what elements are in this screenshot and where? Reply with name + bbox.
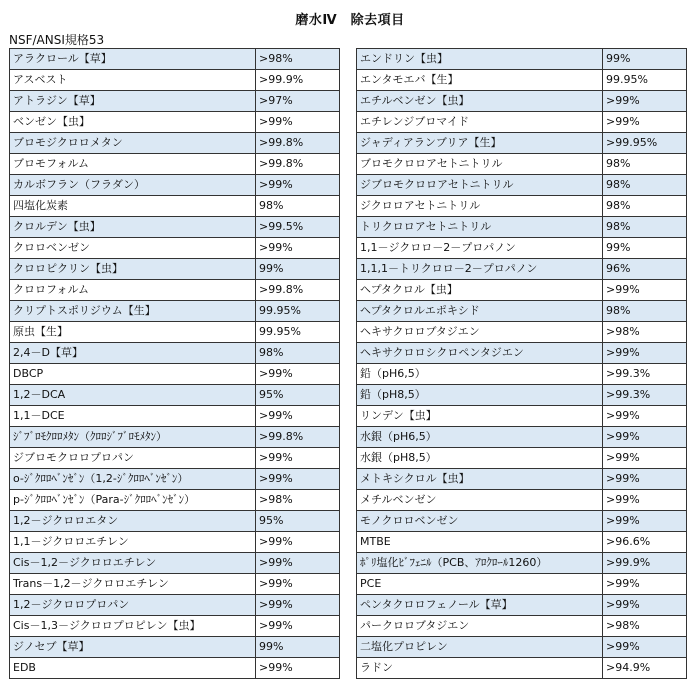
table-row xyxy=(357,469,687,490)
table-row xyxy=(357,406,687,427)
contaminant-name: ジブロモクロロアセトニトリル xyxy=(357,175,603,196)
table-row xyxy=(357,595,687,616)
contaminant-name: ジャディアランブリア【生】 xyxy=(357,133,603,154)
table-row xyxy=(357,637,687,658)
removal-rate: 95% xyxy=(256,511,340,532)
table-row xyxy=(10,553,340,574)
contaminant-name: ｼﾞﾌﾞﾛﾓｸﾛﾛﾒﾀﾝ（ｸﾛﾛｼﾞﾌﾞﾛﾓﾒﾀﾝ） xyxy=(10,427,256,448)
table-row xyxy=(357,196,687,217)
removal-rate: >99% xyxy=(256,553,340,574)
table-row xyxy=(10,133,340,154)
contaminant-name: クリプトスポリジウム【生】 xyxy=(10,301,256,322)
removal-rate: >99% xyxy=(256,574,340,595)
table-row xyxy=(357,385,687,406)
table-row xyxy=(10,196,340,217)
table-row xyxy=(10,364,340,385)
contaminant-name: ﾎﾟﾘ塩化ﾋﾞﾌｪﾆﾙ（PCB、ｱﾛｸﾛｰﾙ1260） xyxy=(357,553,603,574)
removal-rate: >99% xyxy=(256,616,340,637)
removal-rate: 98% xyxy=(256,343,340,364)
table-row xyxy=(10,595,340,616)
removal-rate: >99% xyxy=(256,175,340,196)
table-row xyxy=(357,532,687,553)
removal-rate: 98% xyxy=(603,175,687,196)
contaminant-name: ヘキサクロロブタジエン xyxy=(357,322,603,343)
table-row xyxy=(10,259,340,280)
contaminant-name: DBCP xyxy=(10,364,256,385)
contaminant-name: 1,2－DCA xyxy=(10,385,256,406)
removal-rate: >99% xyxy=(603,574,687,595)
removal-rate: >99.8% xyxy=(256,280,340,301)
contaminant-name: ジブロモクロロプロパン xyxy=(10,448,256,469)
table-row xyxy=(10,658,340,679)
table-row xyxy=(10,427,340,448)
table-row xyxy=(10,385,340,406)
table-row xyxy=(357,112,687,133)
contaminant-name: トリクロロアセトニトリル xyxy=(357,217,603,238)
contaminant-name: リンデン【虫】 xyxy=(357,406,603,427)
contaminant-name: 1,1－DCE xyxy=(10,406,256,427)
contaminant-name: ヘプタクロルエポキシド xyxy=(357,301,603,322)
table-row xyxy=(10,448,340,469)
contaminant-name: エンタモエバ【生】 xyxy=(357,70,603,91)
table-row xyxy=(10,175,340,196)
removal-rate: >99% xyxy=(256,364,340,385)
table-row xyxy=(357,217,687,238)
table-row xyxy=(357,427,687,448)
table-row xyxy=(10,406,340,427)
contaminant-name: クロロベンゼン xyxy=(10,238,256,259)
removal-rate: >99% xyxy=(603,469,687,490)
page-title: 磨水Ⅳ 除去項目 xyxy=(295,13,405,28)
table-row xyxy=(357,574,687,595)
removal-rate: >99% xyxy=(256,469,340,490)
removal-rate: 99% xyxy=(603,238,687,259)
removal-rate: 98% xyxy=(603,154,687,175)
table-row xyxy=(10,616,340,637)
removal-rate: >98% xyxy=(256,49,340,70)
removal-rate: >99% xyxy=(603,112,687,133)
removal-rate: >94.9% xyxy=(603,658,687,679)
removal-rate: >99% xyxy=(603,91,687,112)
removal-rate: >99% xyxy=(256,112,340,133)
contaminant-name: エチレンジブロマイド xyxy=(357,112,603,133)
removal-rate: >98% xyxy=(603,616,687,637)
table-row xyxy=(357,49,687,70)
removal-rate: >99.8% xyxy=(256,154,340,175)
contaminant-name: 鉛（pH6,5） xyxy=(357,364,603,385)
contaminant-name: エチルベンゼン【虫】 xyxy=(357,91,603,112)
removal-rate: >99% xyxy=(603,406,687,427)
removal-rate: 99.95% xyxy=(603,70,687,91)
contaminant-name: クロルデン【虫】 xyxy=(10,217,256,238)
contaminant-name: メチルベンゼン xyxy=(357,490,603,511)
contaminant-name: 四塩化炭素 xyxy=(10,196,256,217)
removal-rate: 99.95% xyxy=(256,322,340,343)
table-row xyxy=(357,259,687,280)
removal-rate: >99% xyxy=(603,490,687,511)
contaminant-name: 水銀（pH8,5） xyxy=(357,448,603,469)
removal-rate: >96.6% xyxy=(603,532,687,553)
contaminant-name: Cis－1,2－ジクロロエチレン xyxy=(10,553,256,574)
removal-rate: >99% xyxy=(256,595,340,616)
table-row xyxy=(10,469,340,490)
removal-rate: >99.5% xyxy=(256,217,340,238)
removal-rate: 96% xyxy=(603,259,687,280)
contaminant-name: ペンタクロロフェノール【草】 xyxy=(357,595,603,616)
contaminant-name: ベンゼン【虫】 xyxy=(10,112,256,133)
table-row xyxy=(10,511,340,532)
removal-rate: >99% xyxy=(603,448,687,469)
removal-rate: >99.8% xyxy=(256,133,340,154)
removal-rate: >98% xyxy=(603,322,687,343)
removal-rate: >99% xyxy=(603,637,687,658)
table-row xyxy=(10,532,340,553)
table-row xyxy=(10,238,340,259)
contaminant-name: 1,2－ジクロロプロパン xyxy=(10,595,256,616)
removal-rate: >99.9% xyxy=(256,70,340,91)
contaminant-name: カルボフラン（フラダン） xyxy=(10,175,256,196)
contaminant-name: p-ｼﾞｸﾛﾛﾍﾞﾝｾﾞﾝ（Para-ｼﾞｸﾛﾛﾍﾞﾝｾﾞﾝ） xyxy=(10,490,256,511)
contaminant-name: Trans－1,2－ジクロロエチレン xyxy=(10,574,256,595)
table-row xyxy=(10,91,340,112)
removal-rate: >99% xyxy=(603,427,687,448)
removal-rate: >99% xyxy=(603,280,687,301)
contaminant-name: 1,1－ジクロロ－2－プロパノン xyxy=(357,238,603,259)
table-row xyxy=(357,511,687,532)
contaminant-name: ブロモジクロロメタン xyxy=(10,133,256,154)
table-row xyxy=(10,490,340,511)
table-row xyxy=(10,637,340,658)
contaminant-name: ジノセブ【草】 xyxy=(10,637,256,658)
contaminant-name: 1,2－ジクロロエタン xyxy=(10,511,256,532)
table-row xyxy=(357,448,687,469)
removal-rate: >99.3% xyxy=(603,364,687,385)
removal-rate: 95% xyxy=(256,385,340,406)
table-row xyxy=(10,154,340,175)
removal-rate: >99.95% xyxy=(603,133,687,154)
contaminant-name: 1,1,1－トリクロロ－2－プロパノン xyxy=(357,259,603,280)
table-row xyxy=(357,175,687,196)
table-row xyxy=(10,280,340,301)
contaminant-name: ブロモクロロアセトニトリル xyxy=(357,154,603,175)
contaminant-name: アラクロール【草】 xyxy=(10,49,256,70)
removal-rate: >97% xyxy=(256,91,340,112)
table-row xyxy=(10,217,340,238)
table-row xyxy=(357,553,687,574)
contaminant-name: MTBE xyxy=(357,532,603,553)
contaminant-name: 水銀（pH6,5） xyxy=(357,427,603,448)
table-row xyxy=(357,301,687,322)
removal-rate: 99% xyxy=(256,637,340,658)
contaminant-name: ヘプタクロル【虫】 xyxy=(357,280,603,301)
table-row xyxy=(357,616,687,637)
removal-rate: >99% xyxy=(256,532,340,553)
table-row xyxy=(10,301,340,322)
contaminant-name: モノクロロベンゼン xyxy=(357,511,603,532)
removal-rate: >99% xyxy=(603,511,687,532)
table-row xyxy=(357,658,687,679)
table-row xyxy=(357,238,687,259)
removal-rate: >99% xyxy=(256,448,340,469)
contaminant-name: ヘキサクロロシクロペンタジエン xyxy=(357,343,603,364)
table-row xyxy=(357,70,687,91)
removal-rate: >99% xyxy=(603,343,687,364)
removal-rate: >98% xyxy=(256,490,340,511)
contaminant-name: 原虫【生】 xyxy=(10,322,256,343)
contaminant-name: アトラジン【草】 xyxy=(10,91,256,112)
table-row xyxy=(10,343,340,364)
removal-rate: >99% xyxy=(256,238,340,259)
contaminant-name: EDB xyxy=(10,658,256,679)
removal-rate: >99.9% xyxy=(603,553,687,574)
removal-rate: 98% xyxy=(603,196,687,217)
contaminant-name: メトキシクロル【虫】 xyxy=(357,469,603,490)
removal-rate: 99% xyxy=(256,259,340,280)
removal-rate: >99% xyxy=(256,406,340,427)
contaminant-name: クロロフォルム xyxy=(10,280,256,301)
contaminant-name: ラドン xyxy=(357,658,603,679)
removal-rate: 99.95% xyxy=(256,301,340,322)
removal-rate: 99% xyxy=(603,49,687,70)
contaminant-name: パークロロブタジエン xyxy=(357,616,603,637)
table-row xyxy=(357,364,687,385)
table-row xyxy=(357,490,687,511)
contaminant-name: PCE xyxy=(357,574,603,595)
contaminant-name: アスベスト xyxy=(10,70,256,91)
contaminant-name: o-ｼﾞｸﾛﾛﾍﾞﾝｾﾞﾝ（1,2-ｼﾞｸﾛﾛﾍﾞﾝｾﾞﾝ） xyxy=(10,469,256,490)
contaminant-name: 二塩化プロピレン xyxy=(357,637,603,658)
contaminant-name: 1,1－ジクロロエチレン xyxy=(10,532,256,553)
removal-rate: 98% xyxy=(603,301,687,322)
table-row xyxy=(357,91,687,112)
contaminant-name: エンドリン【虫】 xyxy=(357,49,603,70)
removal-rate: >99% xyxy=(603,595,687,616)
contaminant-name: ジクロロアセトニトリル xyxy=(357,196,603,217)
removal-rate: >99.8% xyxy=(256,427,340,448)
table-row xyxy=(357,280,687,301)
table-row xyxy=(10,322,340,343)
table-row xyxy=(10,70,340,91)
table-row xyxy=(357,322,687,343)
contaminant-name: 鉛（pH8,5） xyxy=(357,385,603,406)
removal-rate: >99% xyxy=(256,658,340,679)
table-row xyxy=(357,343,687,364)
left-removal-table xyxy=(9,48,340,679)
table-row xyxy=(10,112,340,133)
standard-label: NSF/ANSI規格53 xyxy=(9,33,105,47)
right-removal-table xyxy=(356,48,687,679)
table-row xyxy=(10,574,340,595)
table-row xyxy=(10,49,340,70)
contaminant-name: ブロモフォルム xyxy=(10,154,256,175)
removal-rate: 98% xyxy=(256,196,340,217)
removal-rate: 98% xyxy=(603,217,687,238)
table-row xyxy=(357,133,687,154)
contaminant-name: クロロピクリン【虫】 xyxy=(10,259,256,280)
table-row xyxy=(357,154,687,175)
contaminant-name: Cis－1,3－ジクロロプロピレン【虫】 xyxy=(10,616,256,637)
removal-rate: >99.3% xyxy=(603,385,687,406)
contaminant-name: 2,4－D【草】 xyxy=(10,343,256,364)
